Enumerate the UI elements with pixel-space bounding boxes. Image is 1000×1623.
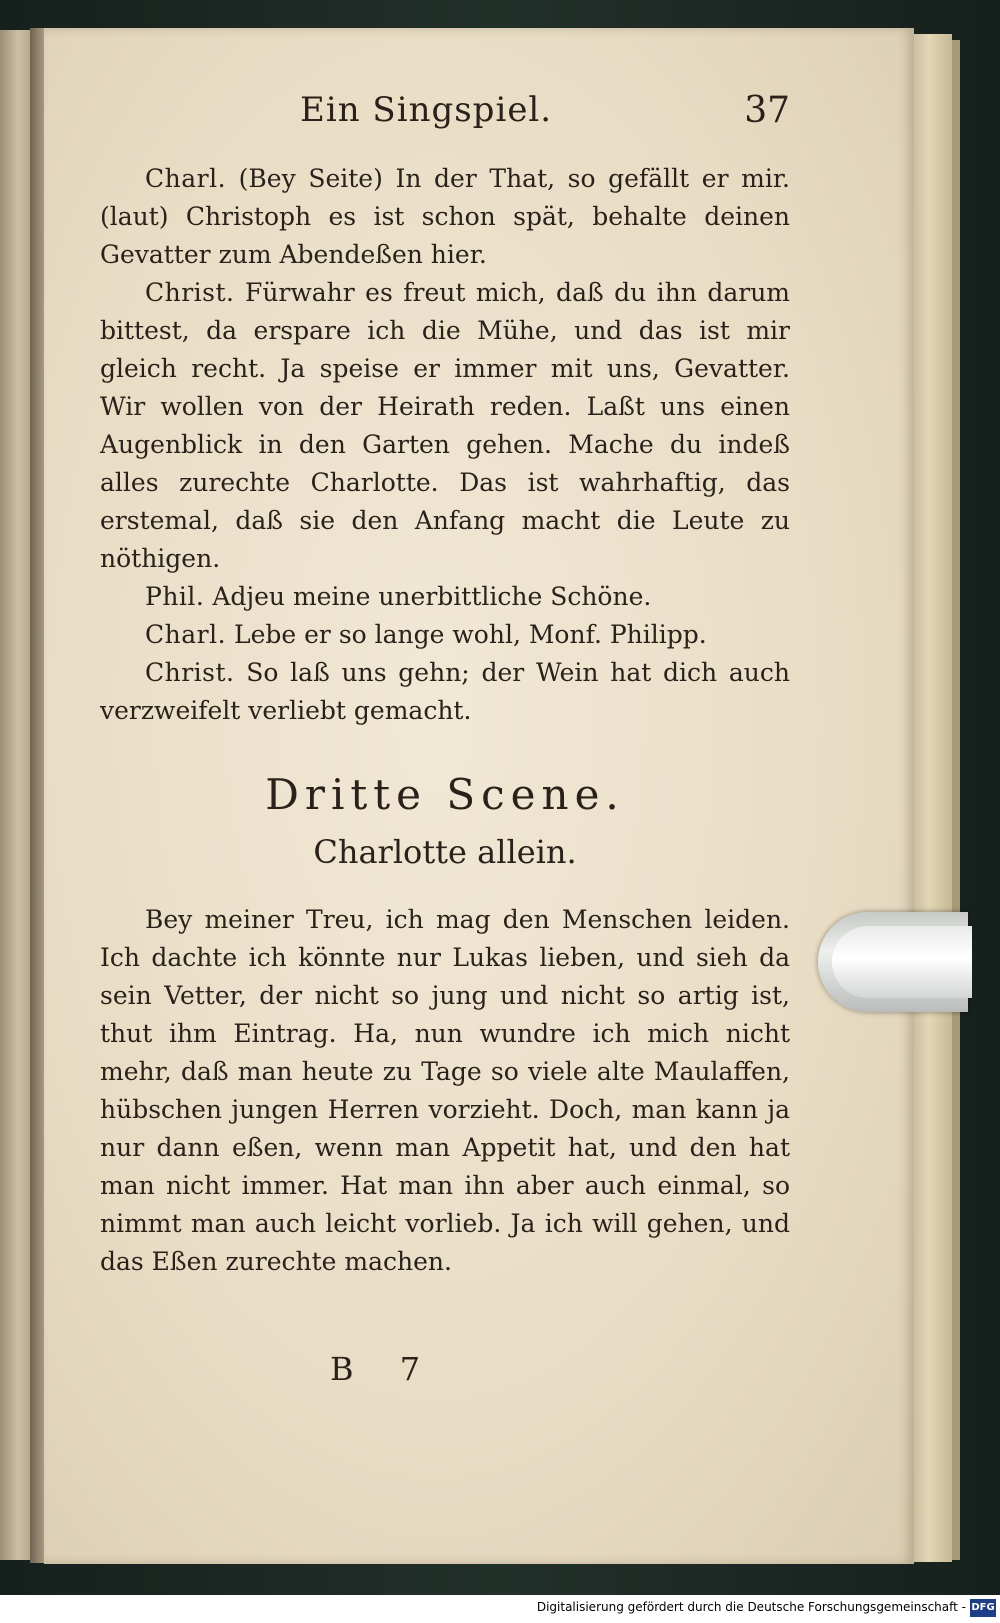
dialogue-paragraph: [100, 160, 790, 274]
left-page-edge: [0, 30, 30, 1560]
monologue-paragraph: Bey meiner Treu, ich mag den Menschen leiden. Ich dachte ich könnte nur Lukas lieben, und sieh da sein Vetter, der nicht so jung und nicht so artig ist, thut ihm Eintrag. Ha, nun wundre ich mich nicht mehr, daß man heute zu Tage so viele alte Maulaffen, hübschen jungen Herren vorzieht. Doch, man kann ja nur dann eßen, wenn man Appetit hat, und den hat man nicht immer. Hat man ihn aber auch einmal, so nimmt man auch leicht vorlieb. Ja ich will gehen, und das Eßen zurechte machen.: [100, 905, 790, 1276]
book-gutter: [30, 28, 44, 1563]
running-head: [100, 88, 790, 138]
speaker-name: Christ.: [145, 658, 235, 687]
scene-title: Dritte Scene.: [265, 770, 625, 819]
signature-mark: B 7: [330, 1350, 439, 1388]
dialogue-paragraph: [100, 274, 790, 578]
dfg-logo-icon: DFG: [970, 1599, 996, 1617]
cover-edge: [952, 40, 960, 1560]
dialogue-text: Adjeu meine unerbittliche Schöne.: [212, 582, 652, 611]
dialogue-paragraph: [100, 654, 790, 730]
dialogue-text: (Bey Seite) In der That, so gefällt er mir. (laut) Christoph es ist schon spät, behalte deinen Gevatter zum Abendeßen hier.: [100, 164, 790, 269]
page-stack-edge: [914, 34, 952, 1562]
page-text: [100, 88, 790, 1281]
dialogue-paragraph: [100, 616, 790, 654]
page-clip-highlight: [832, 926, 972, 998]
running-title: Ein Singspiel.: [300, 90, 553, 130]
speaker-name: Phil.: [145, 582, 205, 611]
speaker-name: Charl.: [145, 620, 227, 649]
scene-subtitle: Charlotte allein.: [313, 833, 577, 871]
dialogue-text: Lebe er so lange wohl, Monf. Philipp.: [233, 620, 707, 649]
page-number: 37: [744, 90, 790, 131]
dialogue-text: So laß uns gehn; der Wein hat dich auch verzweifelt verliebt gemacht.: [100, 658, 790, 725]
dialogue-text: Fürwahr es freut mich, daß du ihn darum bittest, da erspare ich die Mühe, und das ist mir gleich recht. Ja speise er immer mit uns, Gevatter. Wir wollen von der Heirath reden. Laßt uns einen Augenblick in den Garten gehen. Mache du indeß alles zurechte Charlotte. Das ist wahrhaftig, das erstemal, daß sie den Anfang macht die Leute zu nöthigen.: [100, 278, 791, 573]
dialogue-paragraph: [100, 578, 790, 616]
speaker-name: Charl.: [145, 164, 227, 193]
speaker-name: Christ.: [145, 278, 235, 307]
funding-credit: Digitalisierung gefördert durch die Deutsche Forschungsgemeinschaft -: [536, 1600, 966, 1614]
footer-bar: [0, 1595, 1000, 1623]
